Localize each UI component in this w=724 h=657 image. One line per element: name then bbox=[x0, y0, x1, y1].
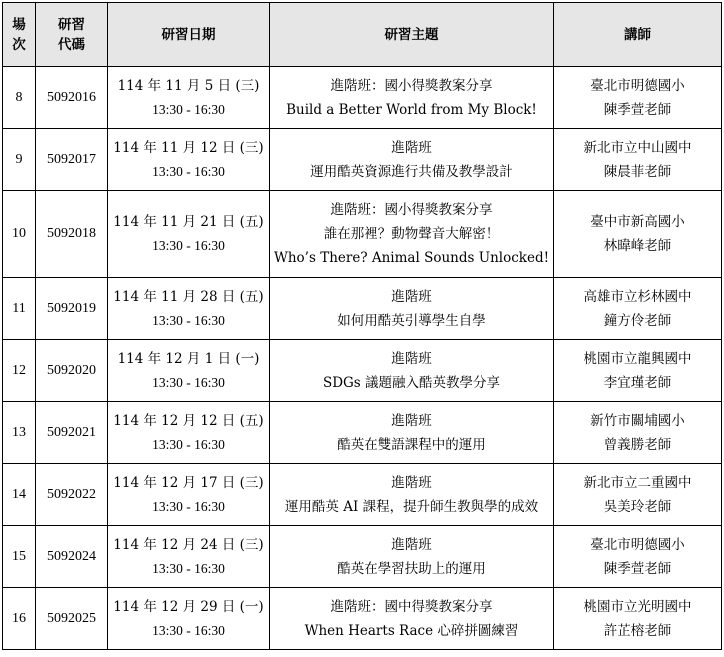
workshop-code: 5092020 bbox=[36, 340, 108, 402]
session-number: 11 bbox=[3, 278, 36, 340]
session-number: 16 bbox=[3, 588, 36, 650]
topic-line: SDGs 議題融入酷英教學分享 bbox=[322, 374, 501, 391]
workshop-code: 5092022 bbox=[36, 464, 108, 526]
workshop-date-cell bbox=[108, 464, 270, 526]
topic-line: Who’s There? Animal Sounds Unlocked! bbox=[273, 250, 550, 266]
topic-line: 酷英在學習扶助上的運用 bbox=[337, 560, 486, 577]
teacher-line: 新北市立中山國中 bbox=[583, 139, 692, 156]
topic-line: Build a Better World from My Block! bbox=[286, 101, 537, 118]
topic-line: 運用酷英 AI 課程，提升師生教與學的成效 bbox=[284, 498, 539, 515]
teacher-line: 李宜瑾老師 bbox=[603, 374, 672, 391]
workshop-date: 114 年 12 月 24 日 (三) bbox=[113, 536, 264, 553]
table-row bbox=[3, 588, 722, 650]
workshop-time: 13:30 - 16:30 bbox=[152, 560, 225, 576]
workshop-teacher bbox=[554, 129, 722, 191]
workshop-time: 13:30 - 16:30 bbox=[152, 622, 225, 638]
topic-line: 運用酷英資源進行共備及教學設計 bbox=[310, 163, 513, 180]
topic-line: 進階班 bbox=[391, 474, 432, 491]
topic-line: 如何用酷英引導學生自學 bbox=[337, 312, 486, 329]
workshop-teacher bbox=[554, 340, 722, 402]
workshop-date-cell bbox=[108, 191, 270, 278]
header-teacher: 講師 bbox=[554, 3, 722, 67]
workshop-topic bbox=[270, 191, 554, 278]
workshop-topic bbox=[270, 402, 554, 464]
workshop-topic bbox=[270, 464, 554, 526]
table-row bbox=[3, 340, 722, 402]
session-number: 13 bbox=[3, 402, 36, 464]
workshop-topic bbox=[270, 129, 554, 191]
header-topic: 研習主題 bbox=[270, 3, 554, 67]
workshop-date-cell bbox=[108, 340, 270, 402]
workshop-code: 5092016 bbox=[36, 67, 108, 129]
teacher-line: 高雄市立杉林國中 bbox=[583, 288, 692, 305]
workshop-time: 13:30 - 16:30 bbox=[152, 498, 225, 514]
workshop-date: 114 年 12 月 12 日 (五) bbox=[113, 412, 264, 429]
workshop-teacher bbox=[554, 67, 722, 129]
teacher-line: 許芷榕老師 bbox=[603, 622, 672, 639]
workshop-code: 5092019 bbox=[36, 278, 108, 340]
workshop-date: 114 年 11 月 5 日 (三) bbox=[117, 77, 260, 94]
workshop-date-cell bbox=[108, 402, 270, 464]
topic-line: 進階班 bbox=[391, 412, 432, 429]
workshop-code: 5092018 bbox=[36, 191, 108, 278]
teacher-line: 陳季萱老師 bbox=[603, 101, 672, 118]
workshop-topic bbox=[270, 526, 554, 588]
workshop-teacher bbox=[554, 402, 722, 464]
workshop-schedule-table bbox=[2, 2, 722, 650]
workshop-topic bbox=[270, 588, 554, 650]
table-row bbox=[3, 402, 722, 464]
teacher-line: 桃園市立龍興國中 bbox=[583, 350, 692, 367]
topic-line: 進階班：國小得獎教案分享 bbox=[330, 77, 493, 94]
workshop-time: 13:30 - 16:30 bbox=[152, 238, 225, 253]
session-number: 15 bbox=[3, 526, 36, 588]
table-row bbox=[3, 278, 722, 340]
table-row bbox=[3, 129, 722, 191]
workshop-topic bbox=[270, 278, 554, 340]
session-number: 8 bbox=[3, 67, 36, 129]
topic-line: 酷英在雙語課程中的運用 bbox=[337, 436, 486, 453]
workshop-date-cell bbox=[108, 526, 270, 588]
topic-line: 進階班 bbox=[391, 536, 432, 553]
workshop-code: 5092024 bbox=[36, 526, 108, 588]
teacher-line: 臺中市新高國小 bbox=[590, 214, 685, 230]
teacher-line: 新北市立二重國中 bbox=[583, 474, 692, 491]
workshop-teacher bbox=[554, 526, 722, 588]
workshop-code: 5092025 bbox=[36, 588, 108, 650]
topic-line: 進階班 bbox=[391, 350, 432, 367]
teacher-line: 臺北市明德國小 bbox=[590, 77, 685, 94]
topic-line: 進階班：國中得獎教案分享 bbox=[330, 598, 493, 615]
workshop-time: 13:30 - 16:30 bbox=[152, 163, 225, 179]
workshop-date: 114 年 11 月 28 日 (五) bbox=[113, 288, 264, 305]
workshop-date-cell bbox=[108, 588, 270, 650]
teacher-line: 陳晨菲老師 bbox=[603, 163, 672, 180]
header-row bbox=[3, 3, 722, 67]
teacher-line: 桃園市立光明國中 bbox=[583, 598, 692, 615]
table-row bbox=[3, 464, 722, 526]
topic-line: 進階班 bbox=[391, 288, 432, 305]
teacher-line: 陳季萱老師 bbox=[603, 560, 672, 577]
session-number: 10 bbox=[3, 191, 36, 278]
workshop-date-cell bbox=[108, 67, 270, 129]
workshop-topic bbox=[270, 67, 554, 129]
teacher-line: 新竹市關埔國小 bbox=[590, 412, 685, 429]
header-session: 場 次 bbox=[3, 3, 36, 67]
workshop-date: 114 年 11 月 12 日 (三) bbox=[113, 139, 264, 156]
workshop-date: 114 年 12 月 1 日 (一) bbox=[117, 350, 260, 367]
workshop-teacher bbox=[554, 191, 722, 278]
workshop-teacher bbox=[554, 464, 722, 526]
topic-line: 誰在那裡？動物聲音大解密！ bbox=[323, 226, 500, 242]
table-row bbox=[3, 67, 722, 129]
topic-line: 進階班：國小得獎教案分享 bbox=[330, 202, 493, 218]
teacher-line: 鐘方伶老師 bbox=[603, 312, 672, 329]
workshop-date-cell bbox=[108, 129, 270, 191]
workshop-date: 114 年 12 月 17 日 (三) bbox=[113, 474, 264, 491]
session-number: 9 bbox=[3, 129, 36, 191]
topic-line: When Hearts Race 心碎拼圖練習 bbox=[304, 622, 519, 639]
session-number: 12 bbox=[3, 340, 36, 402]
topic-line: 進階班 bbox=[391, 139, 432, 156]
workshop-teacher bbox=[554, 588, 722, 650]
table-row bbox=[3, 191, 722, 278]
workshop-date-cell bbox=[108, 278, 270, 340]
teacher-line: 曾義勝老師 bbox=[603, 436, 672, 453]
workshop-date: 114 年 12 月 29 日 (一) bbox=[113, 598, 264, 615]
table-row bbox=[3, 526, 722, 588]
teacher-line: 林暐峰老師 bbox=[603, 238, 672, 254]
teacher-line: 吳美玲老師 bbox=[603, 498, 672, 515]
workshop-code: 5092017 bbox=[36, 129, 108, 191]
workshop-topic bbox=[270, 340, 554, 402]
header-code: 研習 代碼 bbox=[36, 3, 108, 67]
workshop-time: 13:30 - 16:30 bbox=[152, 374, 225, 390]
workshop-date: 114 年 11 月 21 日 (五) bbox=[113, 214, 264, 230]
session-number: 14 bbox=[3, 464, 36, 526]
teacher-line: 臺北市明德國小 bbox=[590, 536, 685, 553]
workshop-code: 5092021 bbox=[36, 402, 108, 464]
header-date: 研習日期 bbox=[108, 3, 270, 67]
workshop-teacher bbox=[554, 278, 722, 340]
workshop-time: 13:30 - 16:30 bbox=[152, 312, 225, 328]
workshop-time: 13:30 - 16:30 bbox=[152, 101, 225, 117]
workshop-time: 13:30 - 16:30 bbox=[152, 436, 225, 452]
